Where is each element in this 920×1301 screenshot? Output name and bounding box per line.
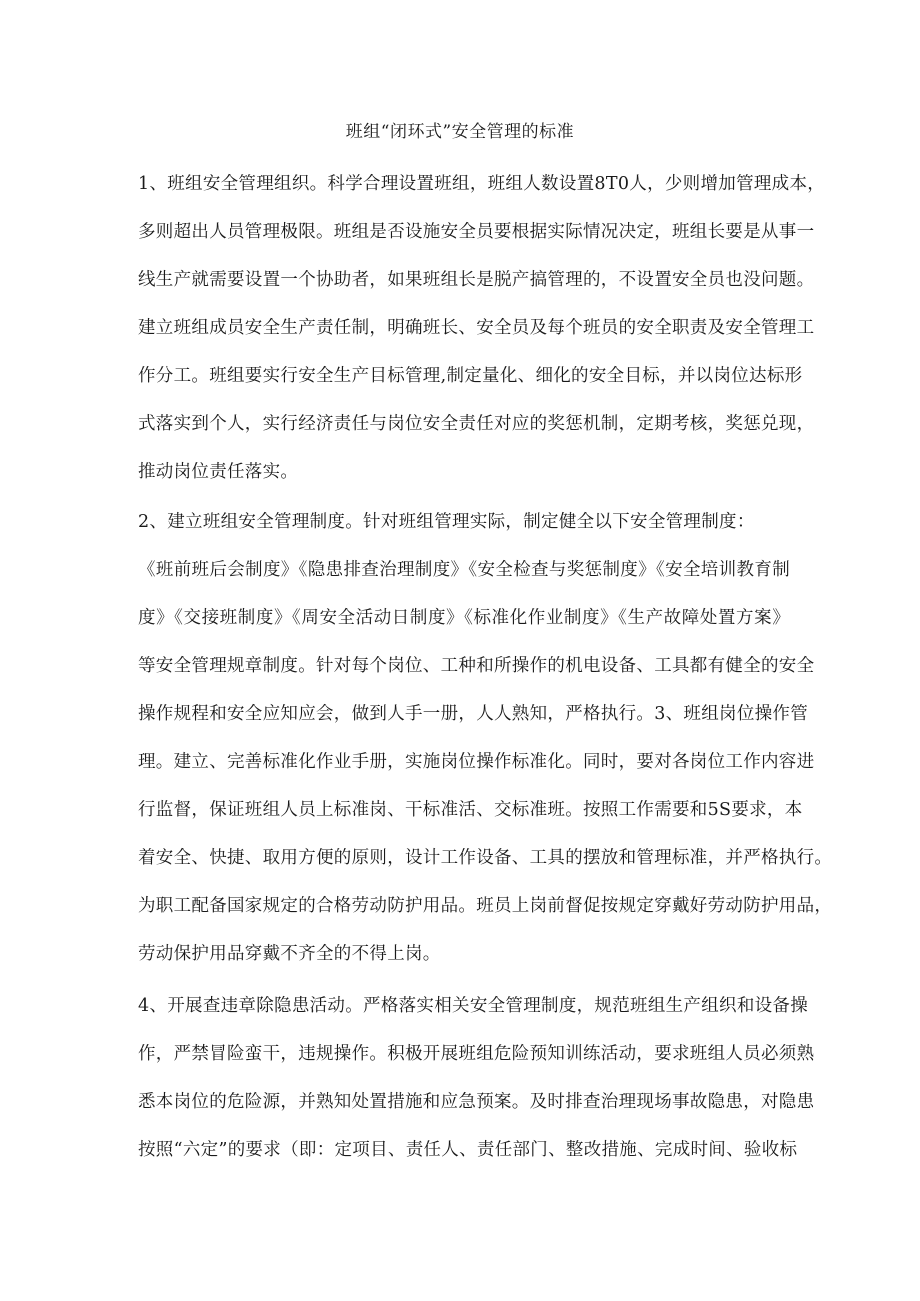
- paragraph-line: 式落实到个人，实行经济责任与岗位安全责任对应的奖惩机制，定期考核，奖惩兑现，: [138, 414, 815, 434]
- paragraph-line: 作分工。班组要实行安全生产目标管理,制定量化、细化的安全目标，并以岗位达标形: [138, 366, 803, 386]
- paragraph-line: 《班前班后会制度》《隐患排查治理制度》《安全检查与奖惩制度》《安全培训教育制: [138, 560, 790, 580]
- paragraph-line: 作，严禁冒险蛮干，违规操作。积极开展班组危险预知训练活动，要求班组人员必须熟: [138, 1044, 815, 1064]
- paragraph-line: 着安全、快捷、取用方便的原则，设计工作设备、工具的摆放和管理标准，并严格执行。: [138, 848, 833, 868]
- document-title: 班组“闭环式”安全管理的标准: [345, 122, 575, 142]
- paragraph-line: 多则超出人员管理极限。班组是否设施安全员要根据实际情况决定，班组长要是从事一: [138, 222, 815, 242]
- paragraph-line: 2、建立班组安全管理制度。针对班组管理实际，制定健全以下安全管理制度：: [138, 512, 755, 532]
- paragraph-line: 1、班组安全管理组织。科学合理设置班组，班组人数设置8T0人，少则增加管理成本，: [138, 174, 826, 194]
- paragraph-line: 按照“六定”的要求（即：定项目、责任人、责任部门、整改措施、完成时间、验收标: [138, 1140, 798, 1160]
- paragraph-line: 度》《交接班制度》《周安全活动日制度》《标准化作业制度》《生产故障处置方案》: [138, 608, 790, 628]
- paragraph-line: 等安全管理规章制度。针对每个岗位、工种和所操作的机电设备、工具都有健全的安全: [138, 656, 815, 676]
- paragraph-line: 劳动保护用品穿戴不齐全的不得上岗。: [138, 944, 441, 964]
- paragraph-line: 理。建立、完善标准化作业手册，实施岗位操作标准化。同时，要对各岗位工作内容进: [138, 752, 815, 772]
- paragraph-line: 为职工配备国家规定的合格劳动防护用品。班员上岗前督促按规定穿戴好劳动防护用品，: [138, 896, 833, 916]
- paragraph-line: 建立班组成员安全生产责任制，明确班长、安全员及每个班员的安全职责及安全管理工: [138, 318, 815, 338]
- paragraph-line: 行监督，保证班组人员上标准岗、干标准活、交标准班。按照工作需要和5S要求，本: [138, 800, 803, 820]
- paragraph-line: 悉本岗位的危险源，并熟知处置措施和应急预案。及时排查治理现场事故隐患，对隐患: [138, 1092, 815, 1112]
- paragraph-line: 4、开展查违章除隐患活动。严格落实相关安全管理制度，规范班组生产组织和设备操: [138, 996, 809, 1016]
- paragraph-line: 线生产就需要设置一个协助者，如果班组长是脱产搞管理的，不设置安全员也没问题。: [138, 270, 815, 290]
- paragraph-line: 推动岗位责任落实。: [138, 462, 299, 482]
- paragraph-line: 操作规程和安全应知应会，做到人手一册，人人熟知，严格执行。3、班组岗位操作管: [138, 704, 809, 724]
